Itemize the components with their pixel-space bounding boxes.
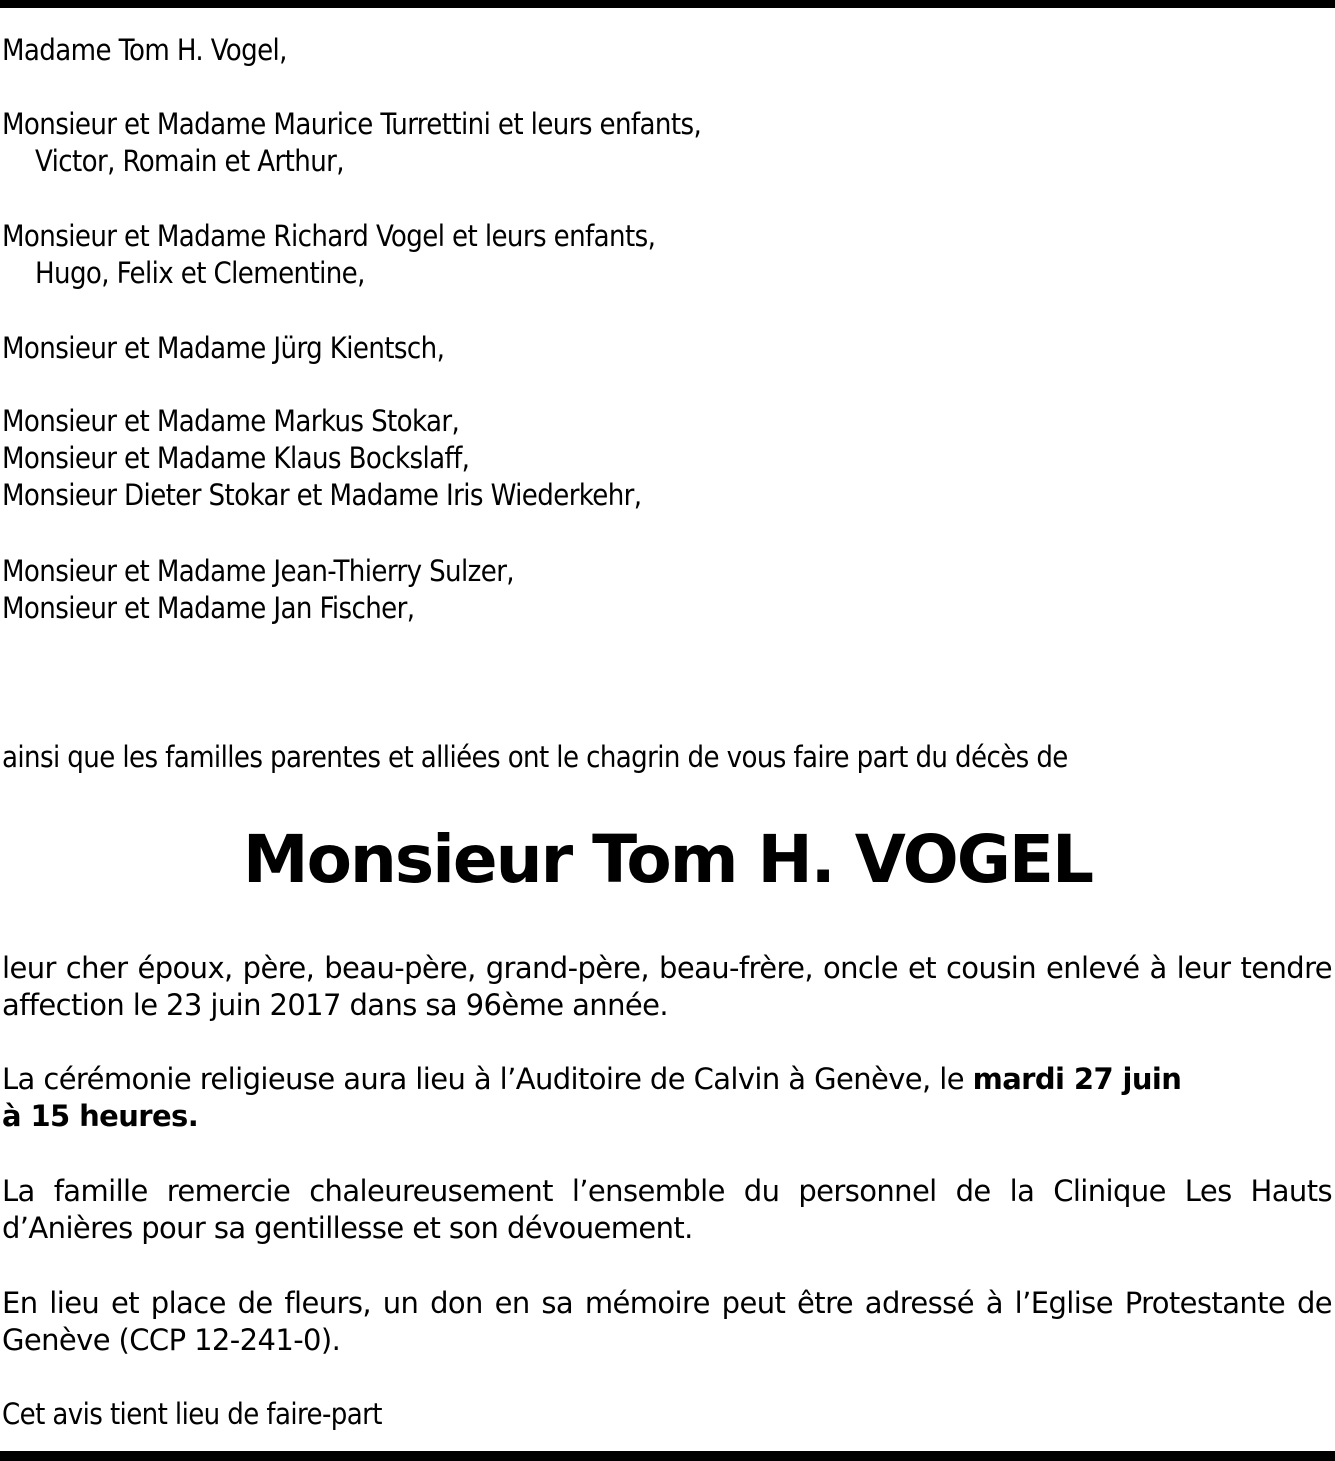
closing-text: Cet avis tient lieu de faire-part bbox=[2, 1397, 382, 1431]
family-line-turrettini: Monsieur et Madame Maurice Turrettini et leurs enfants, bbox=[2, 107, 702, 141]
deceased-name: Monsieur Tom H. VOGEL bbox=[242, 821, 1093, 898]
ceremony-paragraph bbox=[2, 1061, 1332, 1135]
family-line-sulzer: Monsieur et Madame Jean-Thierry Sulzer, bbox=[2, 554, 514, 588]
bottom-rule bbox=[0, 1451, 1335, 1461]
ceremony-text: La cérémonie religieuse aura lieu à l’Auditoire de Calvin à Genève, le bbox=[2, 1062, 973, 1096]
family-line-richard-children: Hugo, Felix et Clementine, bbox=[35, 256, 365, 290]
family-line-dieter: Monsieur Dieter Stokar et Madame Iris Wiederkehr, bbox=[2, 478, 642, 512]
family-line-turrettini-children: Victor, Romain et Arthur, bbox=[35, 144, 344, 178]
donation-paragraph: En lieu et place de fleurs, un don en sa mémoire peut être adressé à l’Eglise Protestante de Genève (CCP 12-241-0). bbox=[2, 1286, 1332, 1357]
ceremony-time: à 15 heures. bbox=[2, 1099, 199, 1133]
intro-text: ainsi que les familles parentes et alliées ont le chagrin de vous faire part du décès de bbox=[2, 740, 1068, 774]
ceremony-date: mardi 27 juin bbox=[972, 1062, 1182, 1096]
thanks-paragraph: La famille remercie chaleureusement l’ensemble du personnel de la Clinique Les Hauts d’Anières pour sa gentillesse et son dévouement. bbox=[2, 1174, 1332, 1245]
family-line-kientsch: Monsieur et Madame Jürg Kientsch, bbox=[2, 331, 445, 365]
top-rule bbox=[0, 0, 1335, 8]
description-paragraph: leur cher époux, père, beau-père, grand-père, beau-frère, oncle et cousin enlevé à leur tendre affection le 23 juin 2017 dans sa 96ème année. bbox=[2, 951, 1332, 1022]
family-line-stokar: Monsieur et Madame Markus Stokar, bbox=[2, 404, 460, 438]
family-line-bockslaff: Monsieur et Madame Klaus Bockslaff, bbox=[2, 441, 470, 475]
family-line-fischer: Monsieur et Madame Jan Fischer, bbox=[2, 591, 415, 625]
family-line-widow: Madame Tom H. Vogel, bbox=[2, 33, 287, 67]
family-line-richard: Monsieur et Madame Richard Vogel et leurs enfants, bbox=[2, 219, 656, 253]
